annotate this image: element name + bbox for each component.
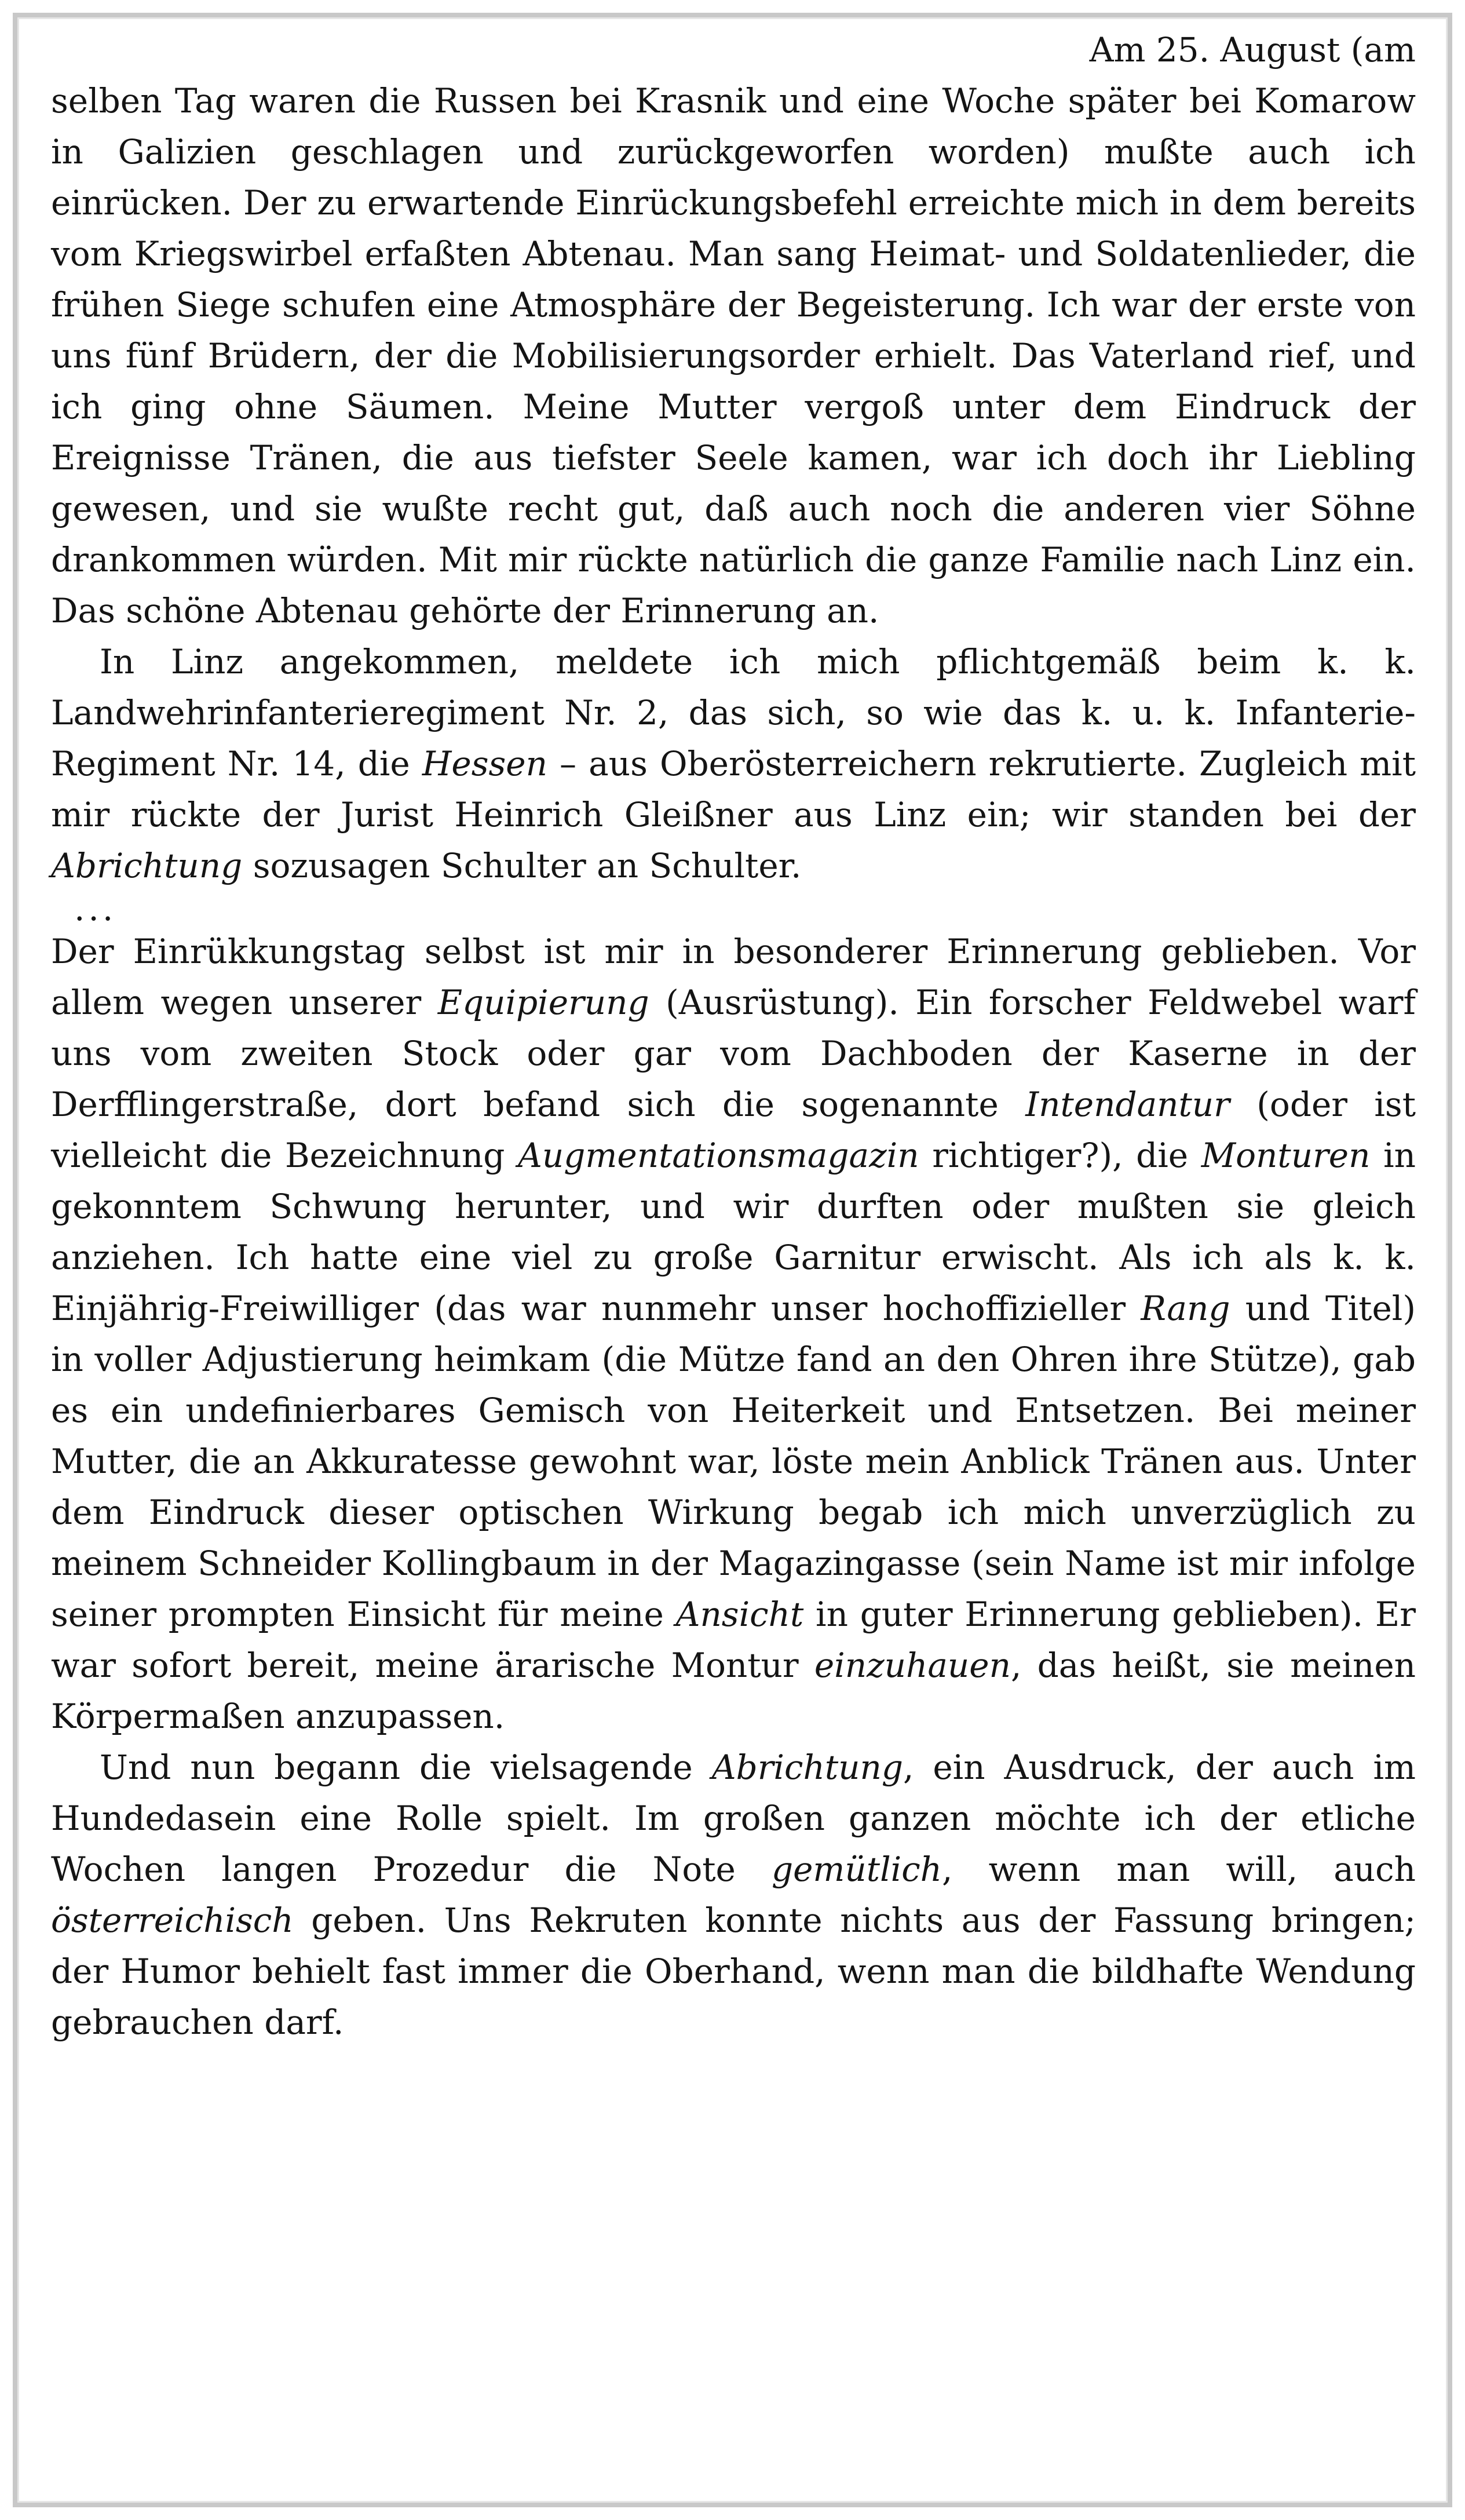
text-run: In Linz angekommen, meldete ich mich pflichtgemäß beim k. k. Landwehrinfanterieregiment Nr. 2, das sich, so wie das k. u. k. Infanterie-Regiment Nr. 14, die xyxy=(51,642,1416,783)
text-run: , wenn man will, auch xyxy=(942,1850,1416,1889)
paragraph-body: selben Tag waren die Russen bei Krasnik und eine Woche später bei Komarow in Galizien geschlagen und zurückgeworfen worden) mußte auch ich einrücken. Der zu erwartende Einrückungsbefehl erreichte mich in dem bereits vom Kriegswirbel erfaßten Abtenau. Man sang Heimat- und Soldatenlieder, die frühen Siege schufen eine Atmosphäre der Begeisterung. Ich war der erste von uns fünf Brüdern, der die Mobilisierungsorder erhielt. Das Vaterland rief, und ich ging ohne Säumen. Meine Mutter vergoß unter dem Eindruck der Ereignisse Tränen, die aus tiefster Seele kamen, war ich doch ihr Liebling gewesen, und sie wußte recht gut, daß auch noch die anderen vier Söhne drankommen würden. Mit mir rückte natürlich die ganze Familie nach Linz ein. Das schöne Abtenau gehörte der Erinnerung an. xyxy=(51,81,1416,630)
italic-term: Rang xyxy=(1141,1289,1230,1328)
italic-term: Abrichtung xyxy=(711,1748,903,1787)
paragraph-linz xyxy=(51,636,1416,891)
text-run: in guter Erinnerung geblieben). Er war sofort bereit, meine ärarische Montur xyxy=(51,1595,1416,1685)
italic-term: Intendantur xyxy=(1025,1085,1230,1124)
italic-term: gemütlich xyxy=(771,1850,942,1889)
italic-term: Augmentationsmagazin xyxy=(518,1136,919,1175)
paragraph-abrichtung xyxy=(51,1742,1416,2048)
italic-term: Equipierung xyxy=(437,983,649,1022)
text-run: (Ausrüstung). Ein forscher Feldwebel warf uns vom zweiten Stock oder gar vom Dachboden der Kaserne in der Derfflingerstraße, dort befand sich die sogenannte xyxy=(51,983,1416,1124)
paragraph-august xyxy=(51,24,1416,636)
paragraph-einrueckungstag xyxy=(51,926,1416,1742)
text-run: geben. Uns Rekruten konnte nichts aus der Fassung bringen; der Humor behielt fast immer die Oberhand, wenn man die bildhafte Wendung gebrauchen darf. xyxy=(51,1901,1416,2042)
text-run: , ein Ausdruck, der auch im Hundedasein eine Rolle spielt. Im großen ganzen möchte ich der etliche Wochen langen Prozedur die Note xyxy=(51,1748,1416,1889)
text-run: und Titel) in voller Adjustierung heimkam (die Mütze fand an den Ohren ihre Stütze), gab es ein undefinierbares Gemisch von Heiterkeit und Entsetzen. Bei meiner Mutter, die an Akkuratesse gewohnt war, löste mein Anblick Tränen aus. Unter dem Eindruck dieser optischen Wirkung begab ich mich unverzüglich zu meinem Schneider Kollingbaum in der Magazingasse (sein Name ist mir infolge seiner prompten Einsicht für meine xyxy=(51,1289,1416,1634)
paragraph-lead-line: Am 25. August (am xyxy=(1089,30,1416,70)
italic-term: Monturen xyxy=(1201,1136,1371,1175)
text-run: sozusagen Schulter an Schulter. xyxy=(242,846,802,885)
text-run: (oder ist vielleicht die Bezeichnung xyxy=(51,1085,1416,1175)
text-run: in gekonntem Schwung herunter, und wir durften oder mußten sie gleich anziehen. Ich hatte eine viel zu große Garnitur erwischt. Als ich als k. k. Einjährig-Freiwilliger (das war nunmehr unser hochoffizieller xyxy=(51,1136,1416,1328)
text-run: Der Einrükkungstag selbst ist mir in besonderer Erinnerung geblieben. Vor allem wegen unserer xyxy=(51,932,1416,1022)
section-ellipsis: ... xyxy=(74,889,117,928)
italic-term: Abrichtung xyxy=(51,846,243,885)
italic-term: Ansicht xyxy=(675,1595,804,1634)
text-run: richtiger?), die xyxy=(919,1136,1201,1175)
italic-term: österreichisch xyxy=(51,1901,294,1940)
text-run: – aus Oberösterreichern rekrutierte. Zugleich mit mir rückte der Jurist Heinrich Gleißner aus Linz ein; wir standen bei der xyxy=(51,744,1416,834)
text-run: , das heißt, sie meinen Körpermaßen anzupassen. xyxy=(51,1646,1416,1736)
text-run: Und nun begann die vielsagende xyxy=(100,1748,712,1787)
document-page xyxy=(51,24,1416,2048)
italic-term: einzuhauen xyxy=(814,1646,1011,1685)
italic-term: Hessen xyxy=(422,744,547,783)
